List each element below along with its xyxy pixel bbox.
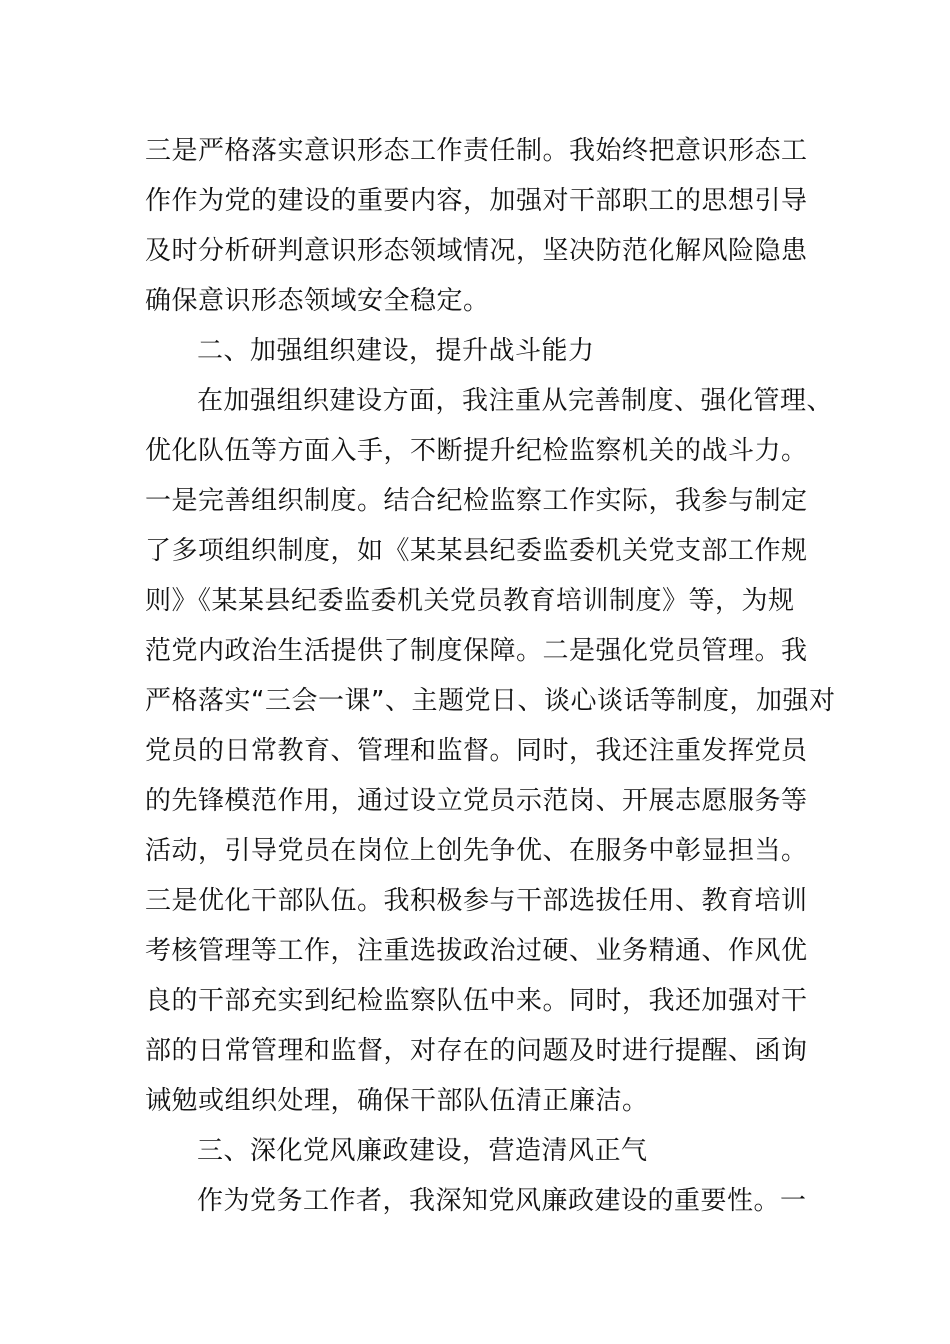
text-line: 严格落实“三会一课”、主题党日、谈心谈话等制度，加强对 bbox=[145, 686, 836, 716]
text-line: 三是严格落实意识形态工作责任制。我始终把意识形态工 bbox=[145, 136, 808, 166]
text-line: 一是完善组织制度。结合纪检监察工作实际，我参与制定 bbox=[145, 486, 808, 516]
text-line: 优化队伍等方面入手，不断提升纪检监察机关的战斗力。 bbox=[145, 436, 808, 466]
text-line: 了多项组织制度，如《某某县纪委监委机关党支部工作规 bbox=[145, 536, 808, 566]
text-line: 及时分析研判意识形态领域情况，坚决防范化解风险隐患 bbox=[145, 236, 808, 266]
text-line: 的先锋模范作用，通过设立党员示范岗、开展志愿服务等 bbox=[145, 786, 808, 816]
document-body bbox=[145, 126, 836, 1226]
text-line: 考核管理等工作，注重选拔政治过硬、业务精通、作风优 bbox=[145, 936, 808, 966]
text-line: 三是优化干部队伍。我积极参与干部选拔任用、教育培训 bbox=[145, 886, 808, 916]
text-line: 活动，引导党员在岗位上创先争优、在服务中彰显担当。 bbox=[145, 836, 808, 866]
text-line: 范党内政治生活提供了制度保障。二是强化党员管理。我 bbox=[145, 636, 808, 666]
text-line: 作为党务工作者，我深知党风廉政建设的重要性。一 bbox=[197, 1186, 807, 1216]
text-line: 确保意识形态领域安全稳定。 bbox=[145, 286, 490, 316]
text-line: 党员的日常教育、管理和监督。同时，我还注重发挥党员 bbox=[145, 736, 808, 766]
text-line: 作作为党的建设的重要内容，加强对干部职工的思想引导 bbox=[145, 186, 808, 216]
text-line: 诫勉或组织处理，确保干部队伍清正廉洁。 bbox=[145, 1086, 649, 1116]
section-heading: 二、加强组织建设，提升战斗能力 bbox=[197, 336, 595, 366]
section-heading: 三、深化党风廉政建设，营造清风正气 bbox=[197, 1136, 648, 1166]
text-line: 则》《某某县纪委监委机关党员教育培训制度》等，为规 bbox=[145, 586, 795, 616]
text-line: 部的日常管理和监督，对存在的问题及时进行提醒、函询 bbox=[145, 1036, 808, 1066]
text-line: 良的干部充实到纪检监察队伍中来。同时，我还加强对干 bbox=[145, 986, 808, 1016]
text-line: 在加强组织建设方面，我注重从完善制度、强化管理、 bbox=[197, 386, 834, 416]
